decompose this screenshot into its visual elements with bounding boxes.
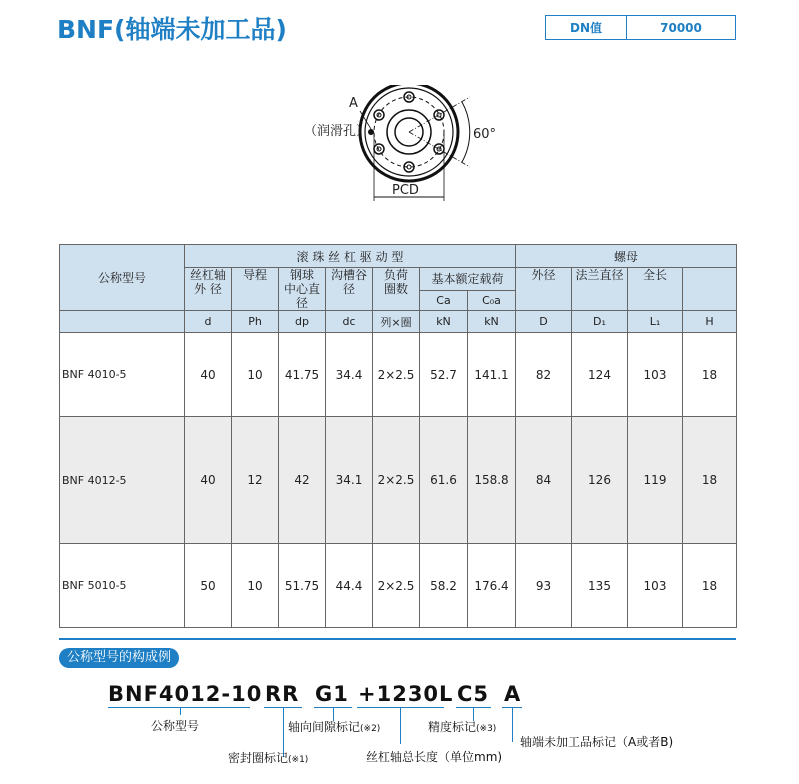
caption-end: 轴端未加工品标记（A或者B) [520,735,674,749]
cell-dp: 42 [279,417,326,544]
header-shaft-label: 丝杠轴 [189,268,226,282]
header-model: 公称型号 [60,245,185,311]
header-shaft-label-2: 外 径 [194,282,222,296]
dn-value-box [545,15,736,40]
cell-flange: 135 [572,544,628,628]
code-part-model: BNF4012-10 [108,682,263,706]
cell-c0a: 141.1 [468,333,516,417]
dn-label: DN值 [546,16,627,39]
caption-precision-text: 精度标记 [428,720,477,734]
header-flange-dia: 法兰直径 [572,268,628,311]
cell-ph: 12 [232,417,279,544]
caption-model: 公称型号 [151,719,200,733]
table-row [60,333,737,417]
header-ball-dia [279,268,326,311]
unit-cell: D₁ [572,311,628,333]
cell-flange: 126 [572,417,628,544]
caption-axial-note: (※2) [360,724,381,734]
unit-cell: 列×圈 [373,311,420,333]
cell-model: BNF 4012-5 [60,417,185,544]
leader-model [180,707,181,715]
caption-seal [228,749,308,766]
cell-outer: 93 [516,544,572,628]
cell-outer: 82 [516,333,572,417]
code-part-precision: C5 [457,682,490,706]
header-length: 全长 [628,268,683,311]
cell-outer: 84 [516,417,572,544]
caption-seal-note: (※1) [288,755,309,765]
cell-dc: 34.1 [326,417,373,544]
units-row [60,311,737,333]
header-load-label: 负荷 [383,268,408,282]
unit-cell: D [516,311,572,333]
label-pcd: PCD [392,183,419,198]
unit-blank [60,311,185,333]
caption-precision-note: (※3) [476,724,497,734]
code-part-length: +1230L [358,682,454,706]
cell-d: 40 [185,333,232,417]
unit-cell: kN [468,311,516,333]
cell-h: 18 [683,417,737,544]
cell-h: 18 [683,333,737,417]
unit-cell: kN [420,311,468,333]
section-title: 公称型号的构成例 [59,648,179,668]
cell-model: BNF 4010-5 [60,333,185,417]
caption-axial-text: 轴向间隙标记 [288,720,361,734]
unit-cell: Ph [232,311,279,333]
header-nut-group: 螺母 [516,245,737,268]
caption-axial [288,718,380,735]
cell-length: 103 [628,333,683,417]
header-row-1 [60,245,737,268]
cell-flange: 124 [572,333,628,417]
header-groove: 沟槽谷径 [326,268,373,311]
cell-turns: 2×2.5 [373,417,420,544]
caption-length: 丝杠轴总长度（单位mm) [366,750,503,764]
code-part-end: A [504,682,522,706]
header-blank [683,268,737,311]
header-drive-group: 滚 珠 丝 杠 驱 动 型 [185,245,516,268]
cell-dp: 51.75 [279,544,326,628]
label-angle: 60° [473,127,497,142]
unit-cell: L₁ [628,311,683,333]
code-part-seal: RR [265,682,300,706]
cell-turns: 2×2.5 [373,333,420,417]
header-ca: Ca [420,291,468,311]
cell-ph: 10 [232,544,279,628]
caption-seal-text: 密封圈标记 [228,751,289,765]
dn-value: 70000 [660,20,702,35]
spec-table [59,244,737,628]
table-row [60,544,737,628]
cell-d: 40 [185,417,232,544]
unit-cell: H [683,311,737,333]
leader-end [512,707,513,742]
header-c0a: C₀a [468,291,516,311]
code-part-axial: G1 [315,682,349,706]
underline-model [108,707,250,708]
header-outer-dia: 外径 [516,268,572,311]
cell-h: 18 [683,544,737,628]
cell-d: 50 [185,544,232,628]
cell-c0a: 158.8 [468,417,516,544]
header-shaft-dia [185,268,232,311]
header-ball-label: 钢球 [289,268,314,282]
cell-dc: 44.4 [326,544,373,628]
cell-c0a: 176.4 [468,544,516,628]
cell-length: 103 [628,544,683,628]
header-rated-load: 基本额定载荷 [420,268,516,291]
label-a: A [349,96,358,111]
label-oil-hole: （润滑孔） [304,124,370,139]
cell-turns: 2×2.5 [373,544,420,628]
cell-model: BNF 5010-5 [60,544,185,628]
cell-dc: 34.4 [326,333,373,417]
cell-dp: 41.75 [279,333,326,417]
table-row [60,417,737,544]
page-title: BNF(轴端未加工品) [57,15,287,44]
cell-ca: 52.7 [420,333,468,417]
cell-ca: 58.2 [420,544,468,628]
cell-ca: 61.6 [420,417,468,544]
leader-length [400,707,401,744]
header-load-label-2: 圈数 [383,282,408,296]
cell-ph: 10 [232,333,279,417]
cell-length: 119 [628,417,683,544]
unit-cell: dp [279,311,326,333]
header-lead: 导程 [232,268,279,311]
header-load-turns [373,268,420,311]
section-divider [59,638,736,640]
unit-cell: d [185,311,232,333]
caption-precision [428,718,496,735]
unit-cell: dc [326,311,373,333]
header-ball-label-2: 中心直径 [283,282,320,310]
